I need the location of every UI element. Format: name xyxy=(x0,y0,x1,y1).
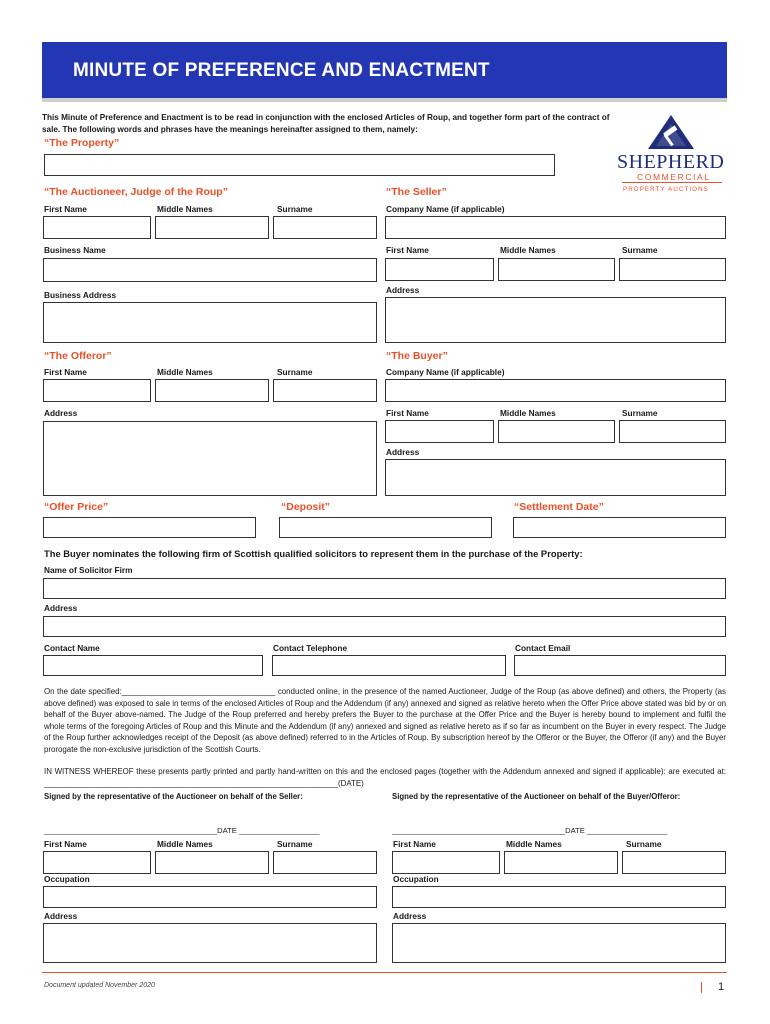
offeror-address-input[interactable] xyxy=(43,421,377,496)
auctioneer-surname-input[interactable] xyxy=(273,216,377,239)
seller-signatory-occupation-input[interactable] xyxy=(43,886,377,908)
buyer-signatory-first-name-input[interactable] xyxy=(392,851,500,874)
section-offer-price: “Offer Price” xyxy=(44,501,109,513)
buyer-company-name-label: Company Name (if applicable) xyxy=(386,367,505,377)
solicitor-heading: The Buyer nominates the following firm of Scottish qualified solicitors to represent them in the purchase of the Property: xyxy=(44,548,583,559)
enactment-paragraph: On the date specified:___________________________________ conducted online, in the presence of the named Auctioneer, Judge of the Roup (as above defined) and others, the Property (as above defined) was exposed to sale in terms of the enclosed Articles of Roup and the Addendum (if any) annexed and signed as relative hereto when the Offer Price above stated was bid by or on behalf of the Buyer above-named. The Judge of the Roup preferred and hereby prefers the Buyer to the purchase at the Offer Price and the Buyer is hereby bound to implement and fulfil the whole terms of the foregoing Articles of Roup and this Minute and the Addendum (if any) annexed and signed as relative hereto as if so far as incumbent on the Buyer in every respect. The Judge of the Roup further acknowledges receipt of the Deposit (as above defined) referred to in the Articles of Roup. By subscription hereof by the Offeror or the Buyer, the Offeror (if any) and the Buyer prorogate the non-exclusive jurisdiction of the Scottish Courts. xyxy=(44,687,726,754)
gavel-triangle-icon xyxy=(616,112,726,152)
solicitor-address-input[interactable] xyxy=(43,616,726,637)
auctioneer-first-name-input[interactable] xyxy=(43,216,151,239)
section-buyer: “The Buyer” xyxy=(386,350,448,362)
business-name-input[interactable] xyxy=(43,258,377,282)
seller-company-name-input[interactable] xyxy=(385,216,726,239)
buyer-middle-names-input[interactable] xyxy=(498,420,615,443)
buyer-signatory-surname-label: Surname xyxy=(626,839,662,849)
buyer-signatory-occupation-input[interactable] xyxy=(392,886,726,908)
seller-surname-input[interactable] xyxy=(619,258,726,281)
logo-name: SHEPHERD xyxy=(617,151,725,173)
auctioneer-surname-label: Surname xyxy=(277,204,313,214)
buyer-middle-names-label: Middle Names xyxy=(500,408,556,418)
seller-company-name-label: Company Name (if applicable) xyxy=(386,204,505,214)
section-auctioneer: “The Auctioneer, Judge of the Roup” xyxy=(44,186,228,198)
seller-signatory-address-label: Address xyxy=(44,911,78,921)
footer-divider xyxy=(42,972,727,973)
buyer-signatory-occupation-label: Occupation xyxy=(393,874,439,884)
logo-subtitle: COMMERCIAL xyxy=(637,172,711,182)
buyer-surname-label: Surname xyxy=(622,408,658,418)
property-input[interactable] xyxy=(44,154,555,176)
seller-address-input[interactable] xyxy=(385,297,726,343)
business-address-label: Business Address xyxy=(44,290,117,300)
solicitor-firm-input[interactable] xyxy=(43,578,726,599)
witness-paragraph: IN WITNESS WHEREOF these presents partly printed and partly hand-written on this and the enclosed pages (together with the Addendum annexed and signed if applicable): are executed at: ___________________________________________________________________(DATE) xyxy=(44,767,726,788)
seller-signatory-occupation-label: Occupation xyxy=(44,874,90,884)
seller-first-name-label: First Name xyxy=(386,245,429,255)
contact-name-input[interactable] xyxy=(43,655,263,676)
buyer-signatory-address-label: Address xyxy=(393,911,427,921)
buyer-signatory-middle-names-label: Middle Names xyxy=(506,839,562,849)
contact-name-label: Contact Name xyxy=(44,643,100,653)
buyer-signatory-first-name-label: First Name xyxy=(393,839,436,849)
section-settlement-date: “Settlement Date” xyxy=(514,501,604,513)
seller-signatory-surname-label: Surname xyxy=(277,839,313,849)
seller-signatory-middle-names-input[interactable] xyxy=(155,851,269,874)
seller-signatory-surname-input[interactable] xyxy=(273,851,377,874)
offer-price-input[interactable] xyxy=(43,517,256,538)
auctioneer-first-name-label: First Name xyxy=(44,204,87,214)
solicitor-firm-label: Name of Solicitor Firm xyxy=(44,565,133,575)
seller-middle-names-input[interactable] xyxy=(498,258,615,281)
signed-buyer-label: Signed by the representative of the Auctioneer on behalf of the Buyer/Offeror: xyxy=(392,792,681,801)
buyer-address-input[interactable] xyxy=(385,459,726,496)
seller-signatory-middle-names-label: Middle Names xyxy=(157,839,213,849)
contact-telephone-label: Contact Telephone xyxy=(273,643,348,653)
page-number-bar xyxy=(701,982,702,993)
seller-middle-names-label: Middle Names xyxy=(500,245,556,255)
solicitor-address-label: Address xyxy=(44,603,78,613)
contact-email-input[interactable] xyxy=(514,655,726,676)
section-deposit: “Deposit” xyxy=(281,501,331,513)
section-offeror: “The Offeror” xyxy=(44,350,112,362)
seller-first-name-input[interactable] xyxy=(385,258,494,281)
buyer-signatory-surname-input[interactable] xyxy=(622,851,726,874)
offeror-first-name-input[interactable] xyxy=(43,379,151,402)
offeror-middle-names-label: Middle Names xyxy=(157,367,213,377)
buyer-signature-date-line[interactable]: _________________________________________DATE ___________________ xyxy=(392,826,668,835)
signed-seller-label: Signed by the representative of the Auctioneer on behalf of the Seller: xyxy=(44,792,303,801)
seller-address-label: Address xyxy=(386,285,420,295)
seller-signatory-first-name-label: First Name xyxy=(44,839,87,849)
seller-surname-label: Surname xyxy=(622,245,658,255)
settlement-date-input[interactable] xyxy=(513,517,726,538)
buyer-signatory-address-input[interactable] xyxy=(392,923,726,963)
offeror-surname-label: Surname xyxy=(277,367,313,377)
logo-divider xyxy=(622,182,722,183)
buyer-first-name-label: First Name xyxy=(386,408,429,418)
buyer-surname-input[interactable] xyxy=(619,420,726,443)
buyer-company-name-input[interactable] xyxy=(385,379,726,402)
auctioneer-middle-names-input[interactable] xyxy=(155,216,269,239)
page-title: MINUTE OF PREFERENCE AND ENACTMENT xyxy=(73,60,490,81)
page-number: 1 xyxy=(718,981,725,993)
section-property: “The Property” xyxy=(44,137,120,149)
seller-signature-date-line[interactable]: _________________________________________DATE ___________________ xyxy=(44,826,320,835)
buyer-signatory-middle-names-input[interactable] xyxy=(504,851,618,874)
offeror-address-label: Address xyxy=(44,408,78,418)
business-name-label: Business Name xyxy=(44,245,106,255)
buyer-first-name-input[interactable] xyxy=(385,420,494,443)
auctioneer-middle-names-label: Middle Names xyxy=(157,204,213,214)
contact-telephone-input[interactable] xyxy=(272,655,506,676)
section-seller: “The Seller” xyxy=(386,186,447,198)
intro-text: This Minute of Preference and Enactment is to be read in conjunction with the enclosed Articles of Roup, and together form part of the contract of sale. The following words and phrases have the meanings hereinafter assigned to them, namely: xyxy=(42,113,610,134)
buyer-address-label: Address xyxy=(386,447,420,457)
contact-email-label: Contact Email xyxy=(515,643,571,653)
offeror-surname-input[interactable] xyxy=(273,379,377,402)
seller-signatory-address-input[interactable] xyxy=(43,923,377,963)
deposit-input[interactable] xyxy=(279,517,492,538)
document-updated-note: Document updated November 2020 xyxy=(44,982,155,989)
business-address-input[interactable] xyxy=(43,302,377,343)
offeror-middle-names-input[interactable] xyxy=(155,379,269,402)
offeror-first-name-label: First Name xyxy=(44,367,87,377)
seller-signatory-first-name-input[interactable] xyxy=(43,851,151,874)
logo-tagline: PROPERTY AUCTIONS xyxy=(623,186,709,193)
